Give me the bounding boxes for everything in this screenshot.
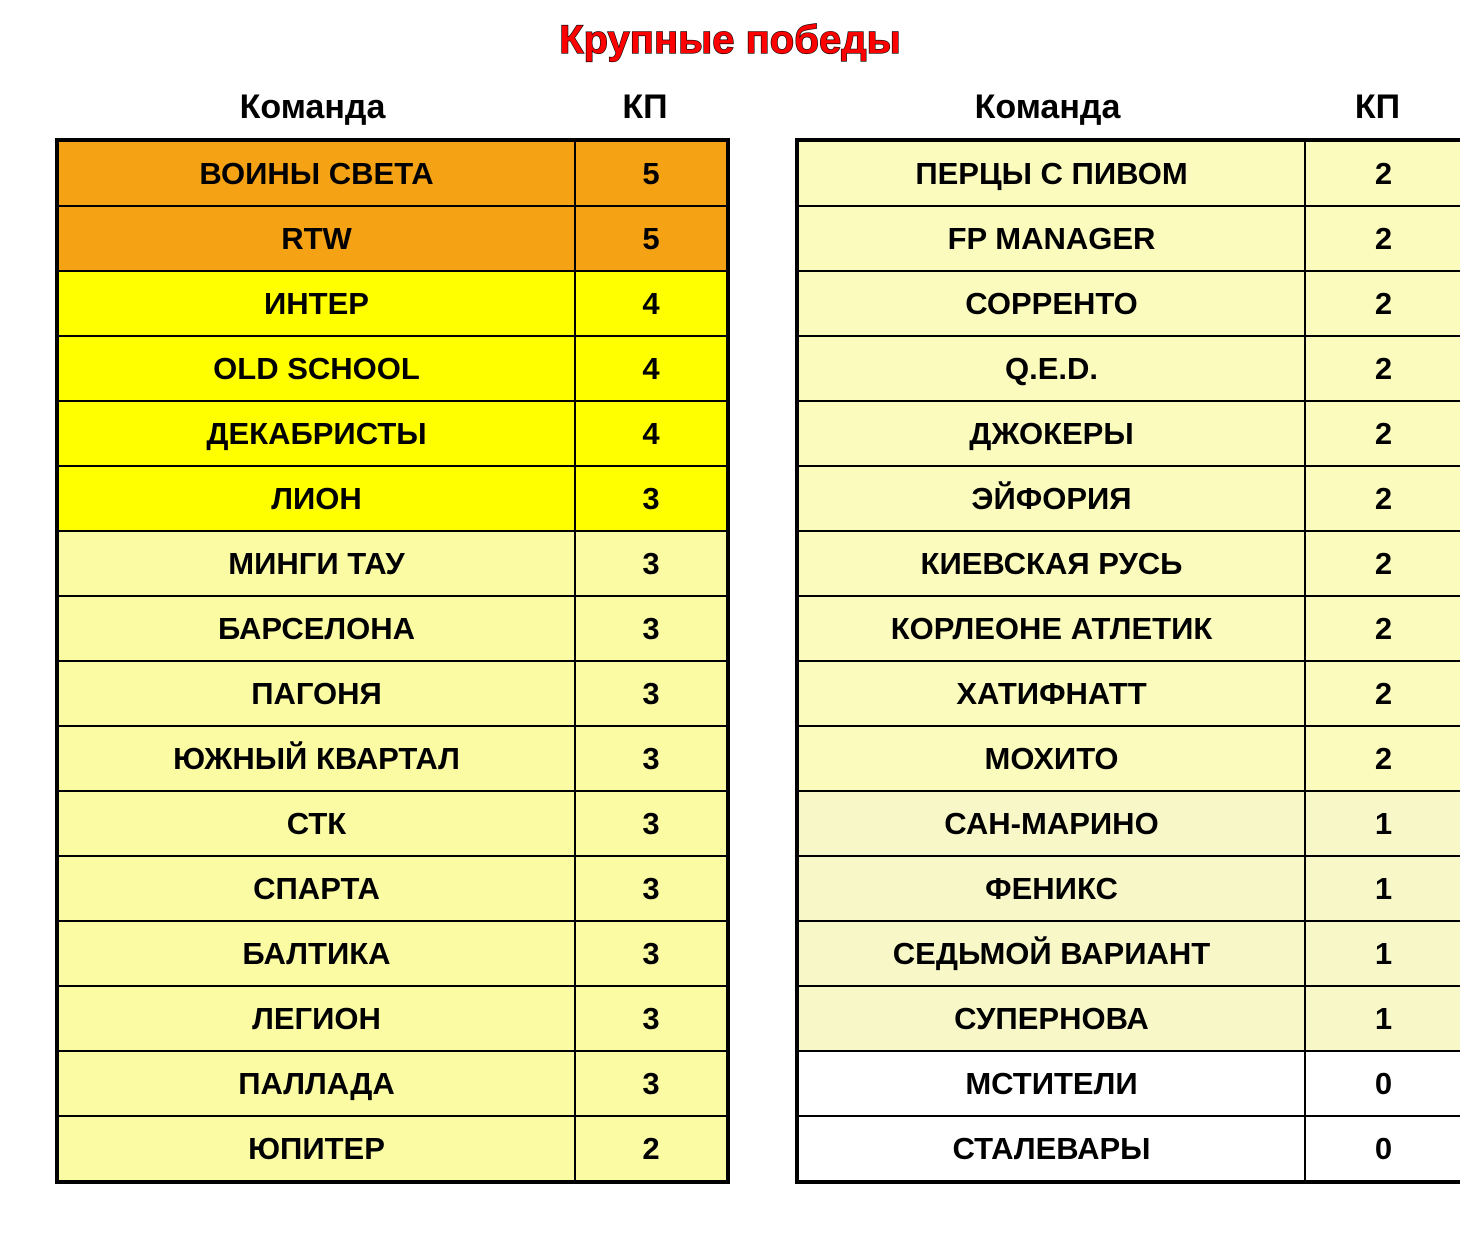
table-row <box>797 1051 1460 1116</box>
table-row <box>797 791 1460 856</box>
kp-value-cell: 2 <box>1305 661 1460 726</box>
table-row <box>57 271 728 336</box>
kp-value-cell: 3 <box>575 661 728 726</box>
table-row <box>57 531 728 596</box>
team-name-cell: ФЕНИКС <box>797 856 1305 921</box>
kp-value-cell: 2 <box>1305 140 1460 206</box>
kp-value-cell: 3 <box>575 791 728 856</box>
kp-value-cell: 0 <box>1305 1051 1460 1116</box>
right-team-header: Команда <box>974 88 1121 126</box>
table-row <box>57 401 728 466</box>
team-name-cell: САН-МАРИНО <box>797 791 1305 856</box>
table-row <box>57 1051 728 1116</box>
team-name-cell: СЕДЬМОЙ ВАРИАНТ <box>797 921 1305 986</box>
kp-value-cell: 3 <box>575 466 728 531</box>
team-name-cell: ЛЕГИОН <box>57 986 575 1051</box>
kp-value-cell: 3 <box>575 1051 728 1116</box>
team-name-cell: ЭЙФОРИЯ <box>797 466 1305 531</box>
team-name-cell: ЛИОН <box>57 466 575 531</box>
table-row <box>797 140 1460 206</box>
kp-value-cell: 3 <box>575 986 728 1051</box>
table-row <box>797 921 1460 986</box>
kp-value-cell: 3 <box>575 921 728 986</box>
table-row <box>797 206 1460 271</box>
table-row <box>57 1116 728 1182</box>
table-row <box>57 206 728 271</box>
table-row <box>797 661 1460 726</box>
table-row <box>57 661 728 726</box>
table-row <box>797 271 1460 336</box>
table-row <box>797 726 1460 791</box>
kp-value-cell: 2 <box>1305 336 1460 401</box>
column-headers <box>0 88 1460 132</box>
table-row <box>797 336 1460 401</box>
team-name-cell: МИНГИ ТАУ <box>57 531 575 596</box>
kp-value-cell: 2 <box>575 1116 728 1182</box>
team-name-cell: ДЖОКЕРЫ <box>797 401 1305 466</box>
team-name-cell: СТАЛЕВАРЫ <box>797 1116 1305 1182</box>
kp-value-cell: 1 <box>1305 921 1460 986</box>
kp-value-cell: 2 <box>1305 531 1460 596</box>
team-name-cell: БАЛТИКА <box>57 921 575 986</box>
table-row <box>797 986 1460 1051</box>
kp-value-cell: 1 <box>1305 986 1460 1051</box>
kp-value-cell: 2 <box>1305 401 1460 466</box>
team-name-cell: FP MANAGER <box>797 206 1305 271</box>
kp-value-cell: 5 <box>575 206 728 271</box>
team-name-cell: Q.E.D. <box>797 336 1305 401</box>
table-row <box>57 856 728 921</box>
table-row <box>797 401 1460 466</box>
team-name-cell: СОРРЕНТО <box>797 271 1305 336</box>
page-title: Крупные победы <box>559 18 901 62</box>
table-row <box>57 986 728 1051</box>
team-name-cell: ИНТЕР <box>57 271 575 336</box>
kp-value-cell: 2 <box>1305 726 1460 791</box>
team-name-cell: ЮЖНЫЙ КВАРТАЛ <box>57 726 575 791</box>
right-kp-header: КП <box>1354 88 1401 126</box>
kp-value-cell: 4 <box>575 401 728 466</box>
team-name-cell: ПАЛЛАДА <box>57 1051 575 1116</box>
kp-value-cell: 1 <box>1305 791 1460 856</box>
team-name-cell: МОХИТО <box>797 726 1305 791</box>
kp-value-cell: 3 <box>575 596 728 661</box>
table-row <box>57 726 728 791</box>
team-name-cell: ЮПИТЕР <box>57 1116 575 1182</box>
team-name-cell: МСТИТЕЛИ <box>797 1051 1305 1116</box>
right-standings-table <box>795 138 1460 1184</box>
team-name-cell: КИЕВСКАЯ РУСЬ <box>797 531 1305 596</box>
left-team-header: Команда <box>239 88 386 126</box>
left-standings-table <box>55 138 730 1184</box>
team-name-cell: ХАТИФНАТТ <box>797 661 1305 726</box>
table-row <box>57 466 728 531</box>
table-row <box>797 1116 1460 1182</box>
team-name-cell: БАРСЕЛОНА <box>57 596 575 661</box>
team-name-cell: СТК <box>57 791 575 856</box>
kp-value-cell: 2 <box>1305 596 1460 661</box>
kp-value-cell: 2 <box>1305 271 1460 336</box>
team-name-cell: ДЕКАБРИСТЫ <box>57 401 575 466</box>
table-row <box>57 596 728 661</box>
team-name-cell: RTW <box>57 206 575 271</box>
team-name-cell: ПАГОНЯ <box>57 661 575 726</box>
table-row <box>797 856 1460 921</box>
kp-value-cell: 4 <box>575 271 728 336</box>
table-row <box>797 596 1460 661</box>
kp-value-cell: 4 <box>575 336 728 401</box>
kp-value-cell: 1 <box>1305 856 1460 921</box>
table-row <box>797 531 1460 596</box>
team-name-cell: КОРЛЕОНЕ АТЛЕТИК <box>797 596 1305 661</box>
team-name-cell: СУПЕРНОВА <box>797 986 1305 1051</box>
left-kp-header: КП <box>622 88 668 126</box>
team-name-cell: ПЕРЦЫ С ПИВОМ <box>797 140 1305 206</box>
kp-value-cell: 3 <box>575 531 728 596</box>
kp-value-cell: 3 <box>575 726 728 791</box>
table-row <box>797 466 1460 531</box>
table-row <box>57 791 728 856</box>
table-row <box>57 921 728 986</box>
table-row <box>57 336 728 401</box>
kp-value-cell: 2 <box>1305 466 1460 531</box>
team-name-cell: OLD SCHOOL <box>57 336 575 401</box>
kp-value-cell: 3 <box>575 856 728 921</box>
table-row <box>57 140 728 206</box>
kp-value-cell: 5 <box>575 140 728 206</box>
kp-value-cell: 2 <box>1305 206 1460 271</box>
team-name-cell: СПАРТА <box>57 856 575 921</box>
kp-value-cell: 0 <box>1305 1116 1460 1182</box>
team-name-cell: ВОИНЫ СВЕТА <box>57 140 575 206</box>
